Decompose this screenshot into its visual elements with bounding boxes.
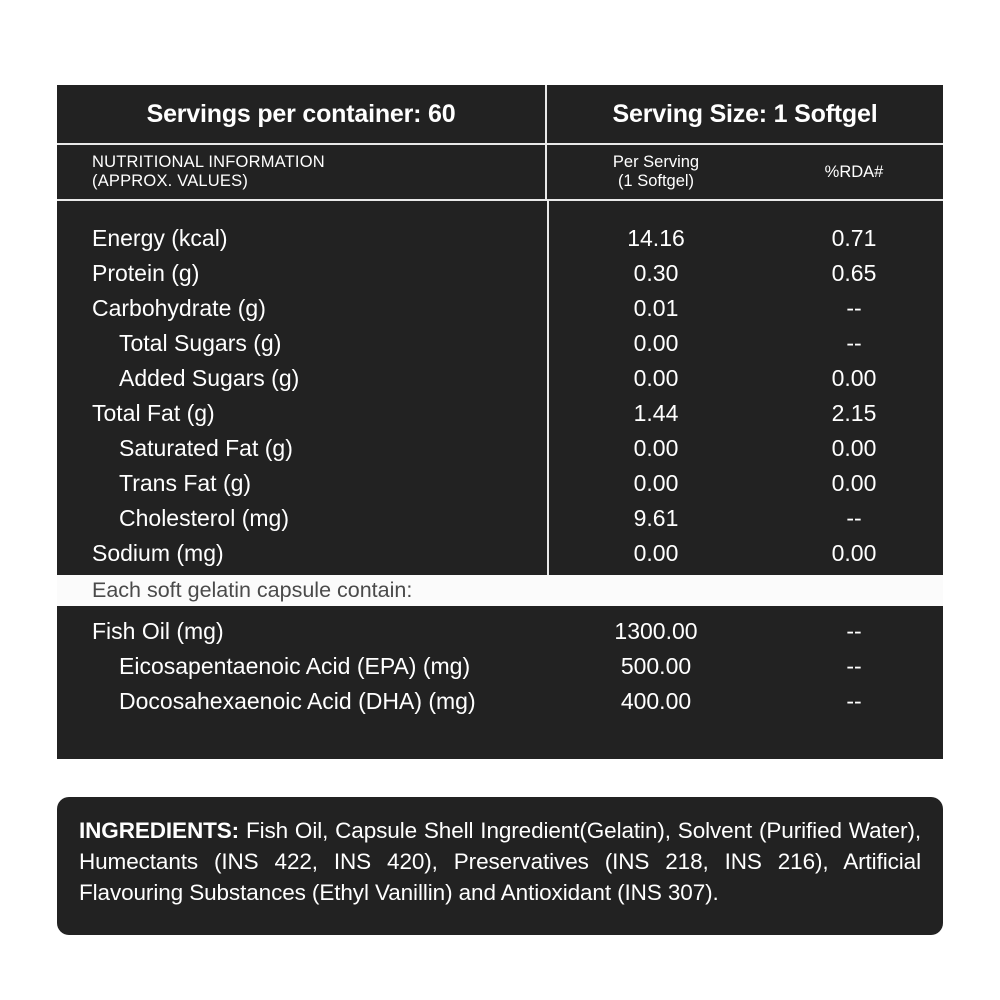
rda-header-text: %RDA#	[824, 162, 884, 181]
nutrition-row	[57, 431, 943, 466]
rda-value: 0.71	[831, 225, 877, 251]
nutrition-row	[57, 221, 943, 256]
rda-value: --	[846, 688, 862, 714]
per-serving-value: 0.00	[633, 540, 679, 566]
nutrition-row	[57, 326, 943, 361]
nutrition-row	[57, 396, 943, 431]
per-serving-value: 0.00	[633, 330, 679, 356]
capsule-row	[57, 684, 943, 719]
nutrient-name: Total Fat (g)	[92, 400, 215, 426]
rda-value: --	[846, 295, 862, 321]
rda-value: 0.00	[831, 435, 877, 461]
nutrition-row	[57, 536, 943, 571]
rda-value: --	[846, 505, 862, 531]
rda-value: 0.00	[831, 365, 877, 391]
nutritional-information-line1: NUTRITIONAL INFORMATION	[92, 153, 325, 171]
nutrient-name: Protein (g)	[92, 260, 200, 286]
per-serving-value: 0.00	[633, 365, 679, 391]
per-serving-value: 1300.00	[614, 618, 698, 644]
nutrient-name: Total Sugars (g)	[119, 330, 282, 356]
nutrition-row	[57, 291, 943, 326]
nutrient-name: Fish Oil (mg)	[92, 618, 224, 644]
nutritional-information-line2: (APPROX. VALUES)	[92, 172, 249, 190]
servings-per-container-text: Servings per container: 60	[146, 99, 456, 128]
nutrient-name: Trans Fat (g)	[119, 470, 252, 496]
servings-header-band	[57, 85, 943, 145]
nutrient-name: Added Sugars (g)	[119, 365, 300, 391]
nutrient-name: Docosahexaenoic Acid (DHA) (mg)	[119, 688, 476, 714]
per-serving-value: 500.00	[620, 653, 692, 679]
per-serving-value: 0.00	[633, 470, 679, 496]
capsule-note-band	[57, 575, 943, 606]
ingredients-paragraph	[79, 815, 921, 908]
nutrition-row	[57, 256, 943, 291]
rda-value: --	[846, 653, 862, 679]
per-serving-value: 0.30	[633, 260, 679, 286]
capsule-row	[57, 649, 943, 684]
capsule-row	[57, 614, 943, 649]
per-serving-value: 0.00	[633, 435, 679, 461]
per-serving-line1: Per Serving	[612, 153, 700, 171]
capsule-note-text: Each soft gelatin capsule contain:	[92, 578, 413, 602]
column-header-band	[57, 145, 943, 201]
per-serving-header	[547, 145, 765, 199]
rda-value: 0.00	[831, 540, 877, 566]
per-serving-value: 0.01	[633, 295, 679, 321]
rda-header	[765, 145, 943, 199]
serving-size-text: Serving Size: 1 Softgel	[612, 99, 878, 128]
rda-value: 2.15	[831, 400, 877, 426]
rda-value: --	[846, 330, 862, 356]
nutrient-name: Cholesterol (mg)	[119, 505, 289, 531]
nutrition-row	[57, 361, 943, 396]
nutrient-name: Sodium (mg)	[92, 540, 224, 566]
nutrient-name: Energy (kcal)	[92, 225, 228, 251]
ingredients-panel	[57, 797, 943, 935]
nutrient-name: Carbohydrate (g)	[92, 295, 266, 321]
per-serving-value: 1.44	[633, 400, 679, 426]
rda-value: 0.00	[831, 470, 877, 496]
nutrition-facts-panel	[57, 85, 943, 759]
serving-size-cell	[547, 85, 943, 143]
per-serving-line2: (1 Softgel)	[617, 172, 695, 190]
nutrition-row	[57, 466, 943, 501]
nutrient-name: Saturated Fat (g)	[119, 435, 293, 461]
per-serving-value: 400.00	[620, 688, 692, 714]
ingredients-label: INGREDIENTS:	[79, 818, 240, 843]
nutritional-information-header	[57, 145, 547, 199]
rda-value: --	[846, 618, 862, 644]
servings-per-container-cell	[57, 85, 547, 143]
per-serving-value: 14.16	[627, 225, 685, 251]
capsule-rows-region	[57, 606, 943, 759]
nutrition-row	[57, 501, 943, 536]
per-serving-value: 9.61	[633, 505, 679, 531]
ingredients-body-text: Fish Oil, Capsule Shell Ingredient(Gelatin), Solvent (Purified Water), Humectants (INS 422, INS 420), Preservatives (INS 218, INS 216), Artificial Flavouring Substances (Ethyl Vanillin) and Antioxidant (INS 307).	[79, 818, 921, 905]
rda-value: 0.65	[831, 260, 877, 286]
nutrient-name: Eicosapentaenoic Acid (EPA) (mg)	[119, 653, 471, 679]
nutrition-rows-region	[57, 201, 943, 575]
